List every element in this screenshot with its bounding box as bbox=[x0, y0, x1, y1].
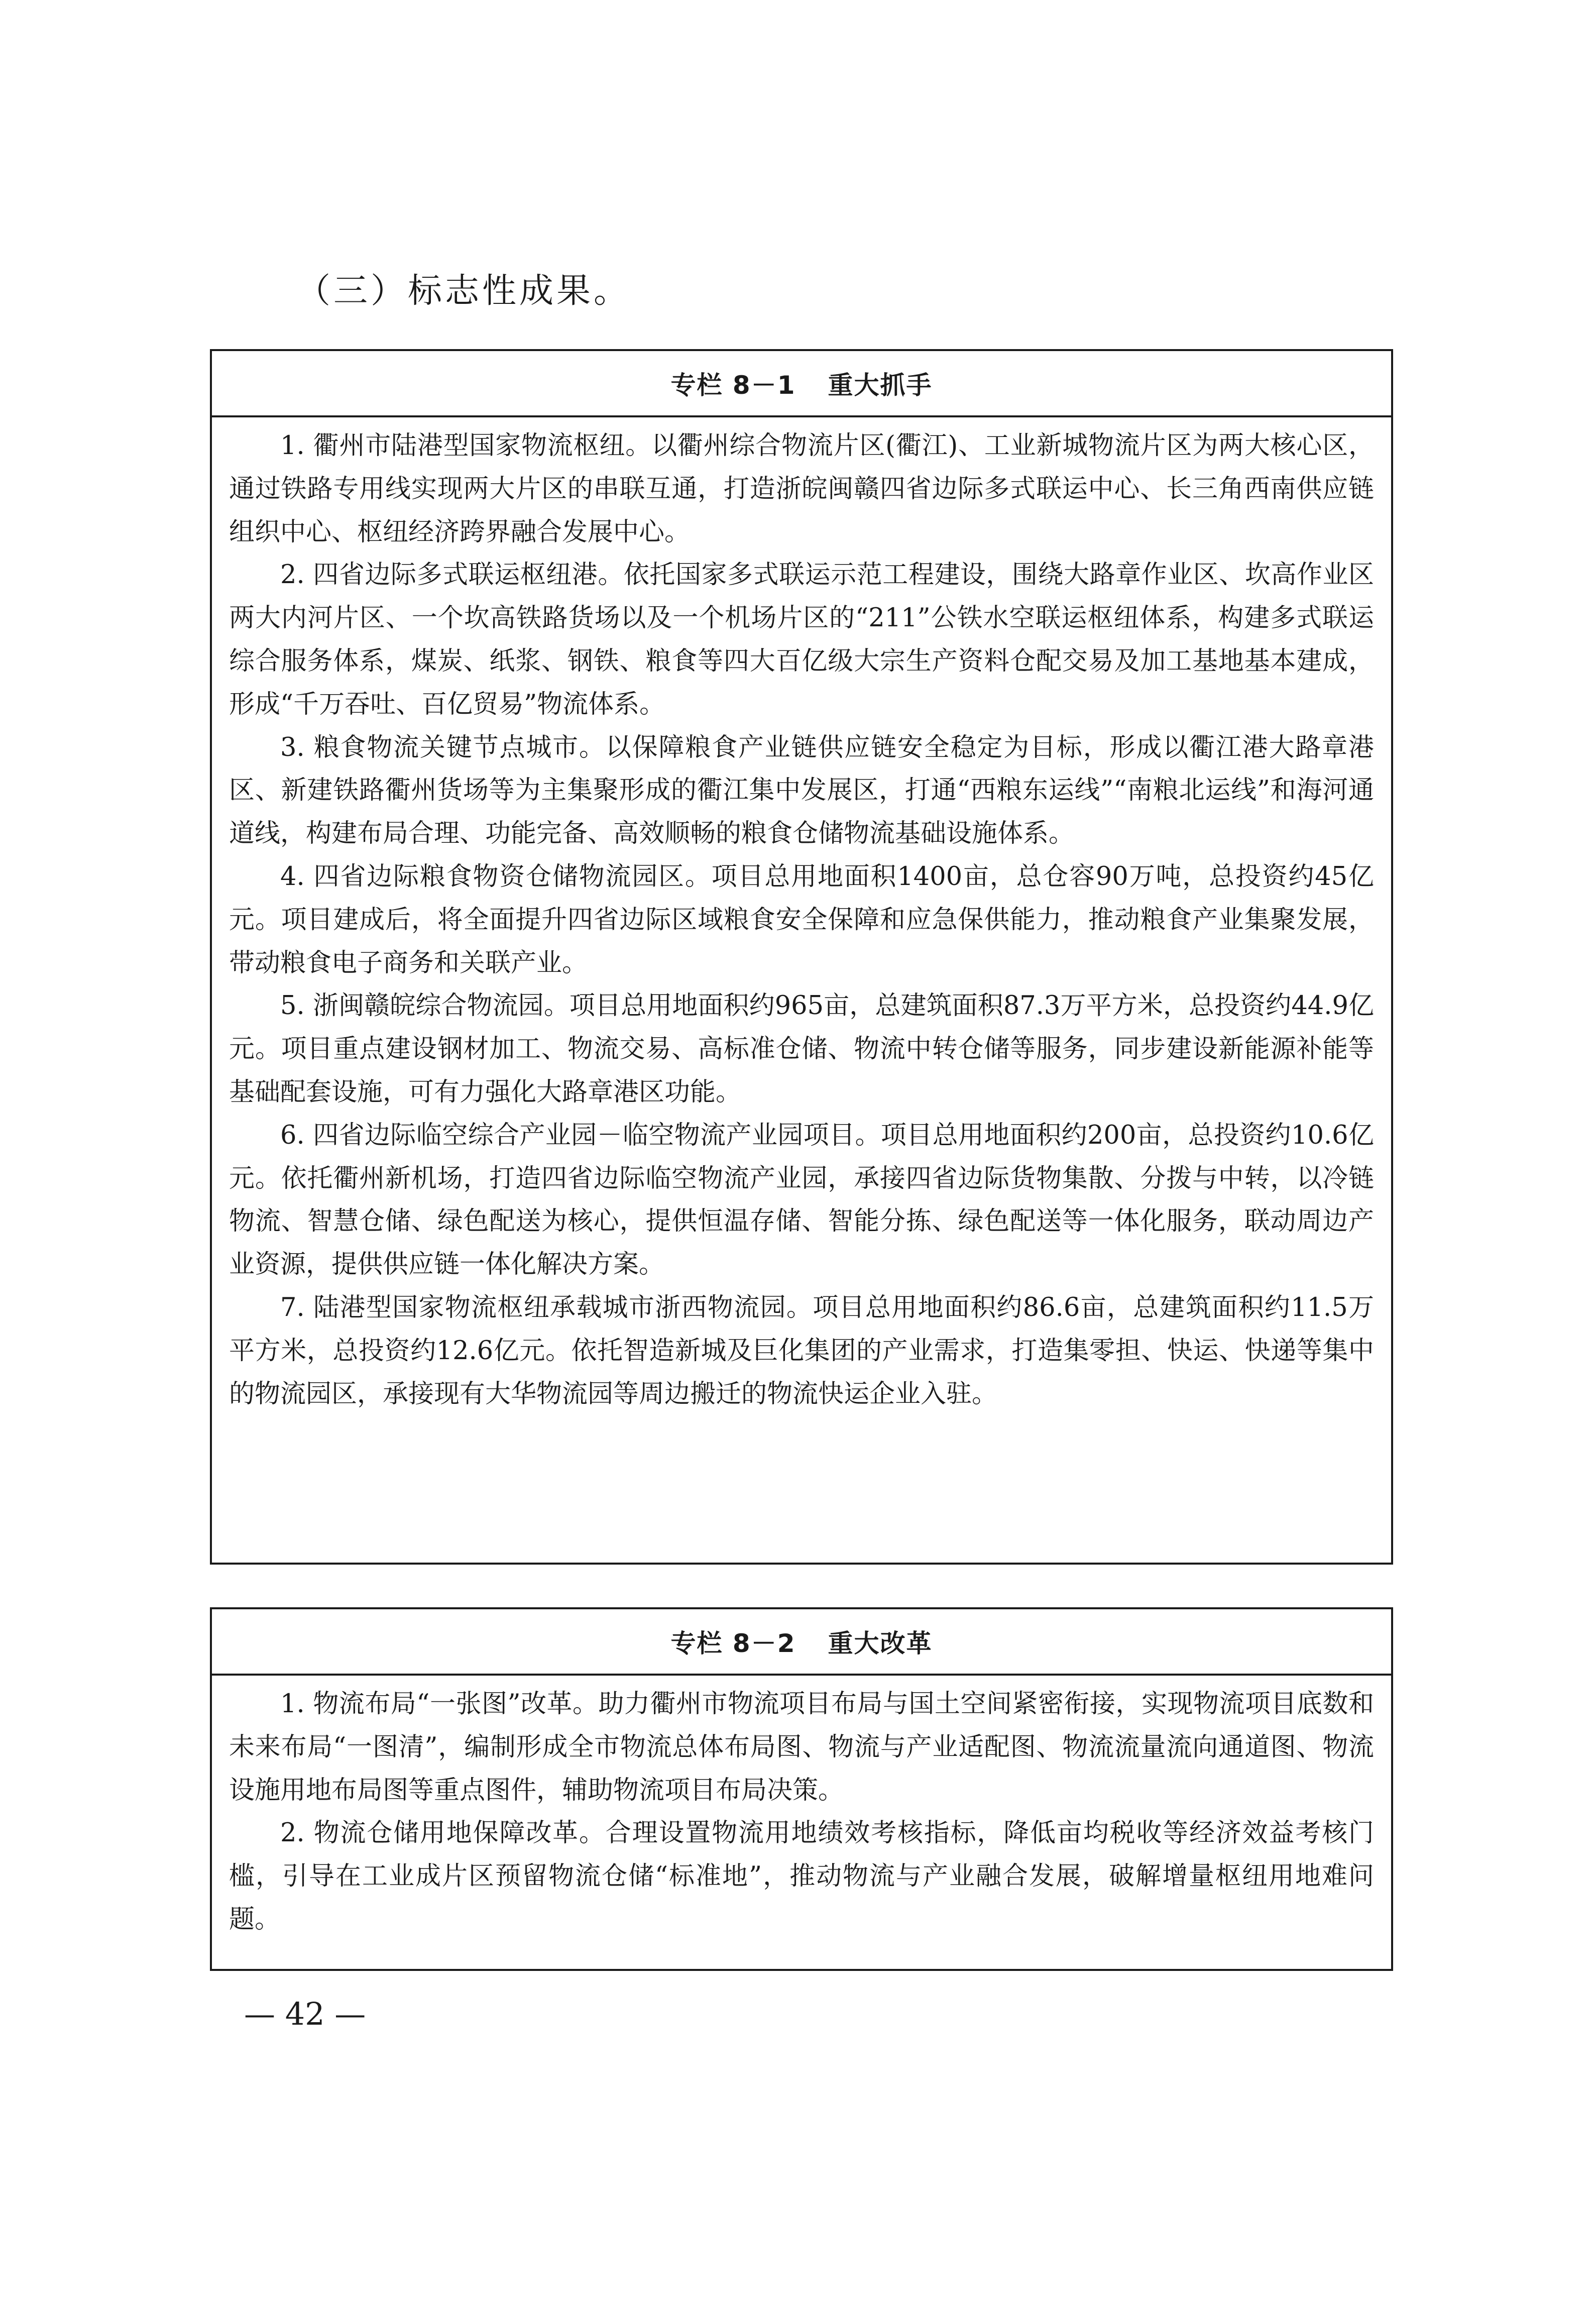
column-title bbox=[212, 1609, 1391, 1676]
column-label: 专栏 8－2 bbox=[670, 1629, 796, 1658]
paragraph-item: 2. 四省边际多式联运枢纽港。依托国家多式联运示范工程建设，围绕大路章作业区、坎高作业区两大内河片区、一个坎高铁路货场以及一个机场片区的“211”公铁水空联运枢纽体系，构建多式联运综合服务体系，煤炭、纸浆、钢铁、粮食等四大百亿级大宗生产资料仓配交易及加工基地基本建成，形成“千万吞吐、百亿贸易”物流体系。 bbox=[229, 560, 1374, 719]
column-box-major-reforms bbox=[210, 1607, 1393, 1971]
paragraph-item: 1. 衢州市陆港型国家物流枢纽。以衢州综合物流片区(衢江)、工业新城物流片区为两大核心区，通过铁路专用线实现两大片区的串联互通，打造浙皖闽赣四省边际多式联运中心、长三角西南供应链组织中心、枢纽经济跨界融合发展中心。 bbox=[229, 431, 1374, 547]
paragraph-item: 6. 四省边际临空综合产业园－临空物流产业园项目。项目总用地面积约200亩，总投资约10.6亿元。依托衢州新机场，打造四省边际临空物流产业园，承接四省边际货物集散、分拨与中转，以冷链物流、智慧仓储、绿色配送为核心，提供恒温存储、智能分拣、绿色配送等一体化服务，联动周边产业资源，提供供应链一体化解决方案。 bbox=[229, 1120, 1374, 1280]
column-title bbox=[212, 351, 1391, 417]
paragraph-item: 5. 浙闽赣皖综合物流园。项目总用地面积约965亩，总建筑面积87.3万平方米，总投资约44.9亿元。项目重点建设钢材加工、物流交易、高标准仓储、物流中转仓储等服务，同步建设新能源补能等基础配套设施，可有力强化大路章港区功能。 bbox=[229, 991, 1374, 1107]
column-label: 专栏 8－1 bbox=[670, 371, 796, 400]
column-title-text: 重大改革 bbox=[828, 1629, 933, 1658]
paragraph-item: 1. 物流布局“一张图”改革。助力衢州市物流项目布局与国土空间紧密衔接，实现物流项目底数和未来布局“一图清”，编制形成全市物流总体布局图、物流与产业适配图、物流流量流向通道图、物流设施用地布局图等重点图件，辅助物流项目布局决策。 bbox=[229, 1689, 1374, 1805]
column-body bbox=[212, 417, 1391, 1415]
column-title-text: 重大抓手 bbox=[828, 371, 933, 400]
page-number: — 42 — bbox=[244, 1996, 366, 2032]
column-body bbox=[212, 1676, 1391, 1941]
section-heading: （三）标志性成果。 bbox=[296, 271, 631, 311]
paragraph-item: 4. 四省边际粮食物资仓储物流园区。项目总用地面积1400亩，总仓容90万吨，总投资约45亿元。项目建成后，将全面提升四省边际区域粮食安全保障和应急保供能力，推动粮食产业集聚发展，带动粮食电子商务和关联产业。 bbox=[229, 861, 1374, 978]
paragraph-item: 7. 陆港型国家物流枢纽承载城市浙西物流园。项目总用地面积约86.6亩，总建筑面积约11.5万平方米，总投资约12.6亿元。依托智造新城及巨化集团的产业需求，打造集零担、快运、快递等集中的物流园区，承接现有大华物流园等周边搬迁的物流快运企业入驻。 bbox=[229, 1292, 1374, 1409]
paragraph-item: 2. 物流仓储用地保障改革。合理设置物流用地绩效考核指标，降低亩均税收等经济效益考核门槛，引导在工业成片区预留物流仓储“标准地”，推动物流与产业融合发展，破解增量枢纽用地难问题。 bbox=[229, 1818, 1374, 1934]
paragraph-item: 3. 粮食物流关键节点城市。以保障粮食产业链供应链安全稳定为目标，形成以衢江港大路章港区、新建铁路衢州货场等为主集聚形成的衢江集中发展区，打通“西粮东运线”“南粮北运线”和海河通道线，构建布局合理、功能完备、高效顺畅的粮食仓储物流基础设施体系。 bbox=[229, 732, 1374, 849]
column-box-major-levers bbox=[210, 349, 1393, 1565]
